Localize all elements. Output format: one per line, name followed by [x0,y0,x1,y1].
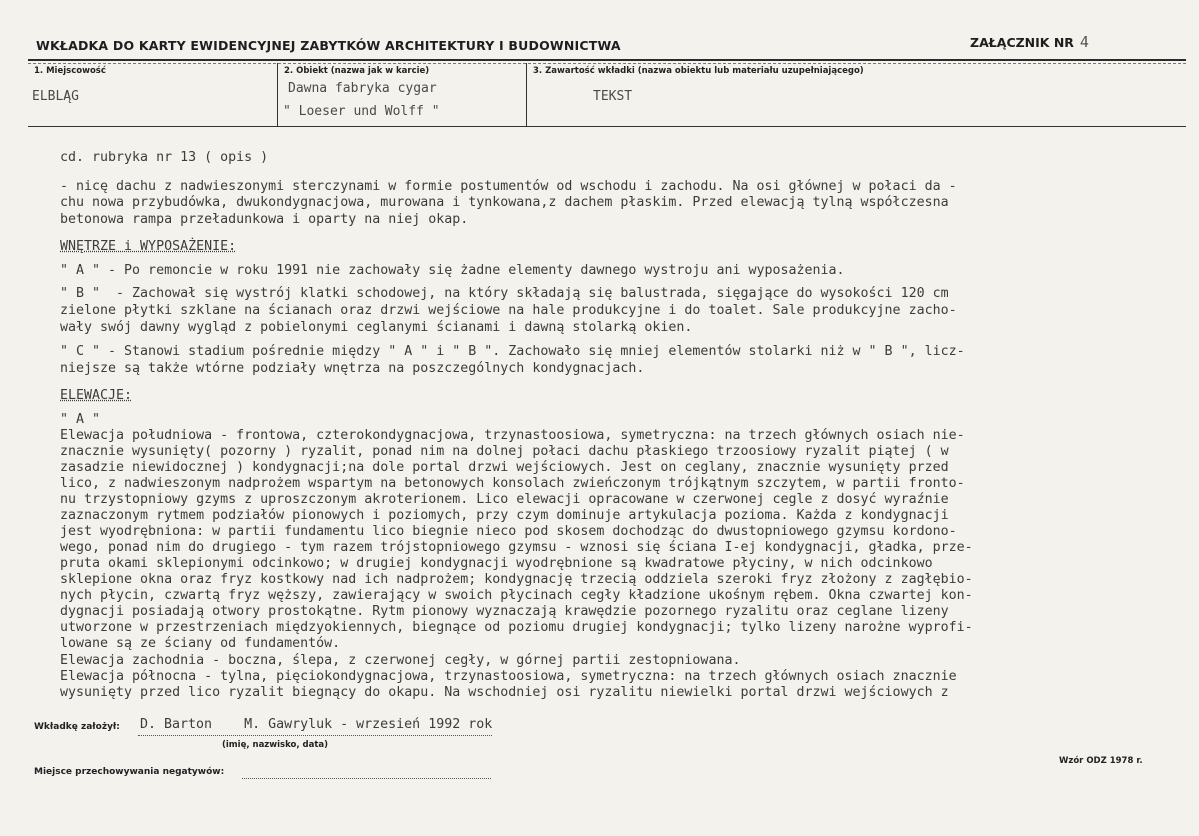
body-line: " A " - Po remoncie w roku 1991 nie zachowały się żadne elementy dawnego wystroju ani wyposażenia. [60,263,845,278]
body-line: jest wyodrębniona: w partii fundamentu lico biegnie nieco pod skosem dochodząc do dwustopniowego gzymsu kordono- [60,524,957,539]
body-line: znacznie wysunięty( pozorny ) ryzalit, ponad nim na dolnej połaci dachu płaskiego trzoosiowy ryzalit piątej ( w [60,444,949,459]
body-line: chu nowa przybudówka, dwukondygnacjowa, murowana i tynkowana,z dachem płaskim. Przed elewacją tylną współczesna [60,195,949,210]
storage-dotline [242,778,491,779]
body-line: zaznaczonym rytmem podziałów pionowych i poziomych, przy czym dominuje artykulacja pozioma. Każda z kondygnacji [60,508,949,523]
author-value: D. Barton M. Gawryluk - wrzesień 1992 rok [140,717,493,732]
annex-label [970,33,1089,51]
body-line: cd. rubryka nr 13 ( opis ) [60,150,269,165]
body-line: " A " [60,412,101,427]
body-line: lowane są ze ściany od fundamentów. [60,636,341,651]
annex-label-text: ZAŁĄCZNIK NR [970,35,1074,50]
field-1-label: 1. Miejscowość [34,66,106,76]
field-divider-2 [526,63,527,126]
field-2-label: 2. Obiekt (nazwa jak w karcie) [284,66,430,76]
body-line: betonowa rampa przeładunkowa i oparty na niej okap. [60,212,469,227]
body-line: nych płycin, czwartą fryz węższy, zawierający w swoich płycinach cegły kładzione ukośnym rębem. Okna czwartej kon- [60,588,973,603]
author-dotline [138,735,492,736]
body-line: lico, z nadwieszonym nadprożem wspartym na betonowych konsolach zwieńczonym trójkątnym szczytem, w partii fronto- [60,476,965,491]
storage-label: Miejsce przechowywania negatywów: [34,767,225,777]
annex-number: 4 [1079,33,1089,51]
header-rule-dashed [28,63,1186,64]
author-label: Wkładkę założył: [34,722,120,732]
body-line: nu trzystopniowy gzyms z uproszczonym akroterionem. Lico elewacji opracowane w czerwonej cegle z dosyć wyraźnie [60,492,949,507]
body-line: zielone płytki szklane na ścianach oraz drzwi wejściowe na hale produkcyjne i do toalet. Sale produkcyjne zacho- [60,303,957,318]
author-sublabel: (imię, nazwisko, data) [222,740,329,750]
body-line: niejsze są także wtórne podziały wnętrza na poszczególnych kondygnacjach. [60,361,645,376]
body-line: utworzone w przestrzeniach międzyokiennych, biegnące od poziomu drugiej kondygnacji; tylko lizeny narożne wyprofi- [60,620,973,635]
field-divider-1 [277,63,278,126]
body-line: wego, ponad nim do drugiego - tym razem trójstopniowego gzymsu - wznosi się ściana I-ej kondygnacji, gładka, prze- [60,540,973,555]
field-3-value: TEKST [593,89,633,104]
section-heading-interior: WNĘTRZE i WYPOSAŻENIE: [60,239,237,254]
body-line: Elewacja północna - tylna, pięciokondygnacjowa, trzynastoosiowa, symetryczna: na trzech głównych osiach znacznie [60,669,957,684]
form-title: WKŁADKA DO KARTY EWIDENCYJNEJ ZABYTKÓW ARCHITEKTURY I BUDOWNICTWA [36,38,621,53]
header-rule [28,59,1186,61]
form-reference: Wzór ODZ 1978 r. [1059,756,1143,766]
body-line: zasadzie niewidocznej ) kondygnacji;na dole portal drzwi wejściowych. Jest on ceglany, znacznie wysunięty przed [60,460,949,475]
body-line: " B " - Zachował się wystrój klatki schodowej, na który składają się balustrada, sięgające do wysokości 120 cm [60,286,949,301]
body-line: Elewacja południowa - frontowa, czterokondygnacjowa, trzynastoosiowa, symetryczna: na trzech głównych osiach nie- [60,428,965,443]
body-line: pruta okami sklepionymi odcinkowo; w drugiej kondygnacji wyodrębnione są kwadratowe płyciny, w nich odcinkowo [60,556,933,571]
field-3-label: 3. Zawartość wkładki (nazwa obiektu lub materiału uzupełniającego) [533,66,864,76]
body-line: " C " - Stanowi stadium pośrednie między " A " i " B ". Zachowało się mniej elementów stolarki niż w " B ", licz- [60,344,965,359]
section-heading-elevations: ELEWACJE: [60,388,133,403]
fields-bottom-rule [28,126,1186,127]
body-line: - nicę dachu z nadwieszonymi sterczynami w formie postumentów od wschodu i zachodu. Na osi głównej w połaci da - [60,179,957,194]
field-2-value-line2: " Loeser und Wolff " [283,104,440,119]
body-line: wały swój dawny wygląd z pobielonymi ceglanymi ścianami i dawną stolarką okien. [60,320,693,335]
body-line: dygnacji posiadają otwory prostokątne. Rytm pionowy wyznaczają krawędzie pozornego ryzalitu oraz ceglane lizeny [60,604,949,619]
body-line: wysunięty przed lico ryzalit biegnący do okapu. Na wschodniej osi ryzalitu niewielki portal drzwi wejściowych z [60,685,949,700]
field-1-value: ELBLĄG [32,89,79,104]
body-line: sklepione okna oraz fryz kostkowy nad ich nadprożem; kondygnację trzecią oddziela szeroki fryz złożony z zagłębio- [60,572,973,587]
field-2-value-line1: Dawna fabryka cygar [288,81,437,96]
body-line: Elewacja zachodnia - boczna, ślepa, z czerwonej cegły, w górnej partii zestopniowana. [60,653,741,668]
